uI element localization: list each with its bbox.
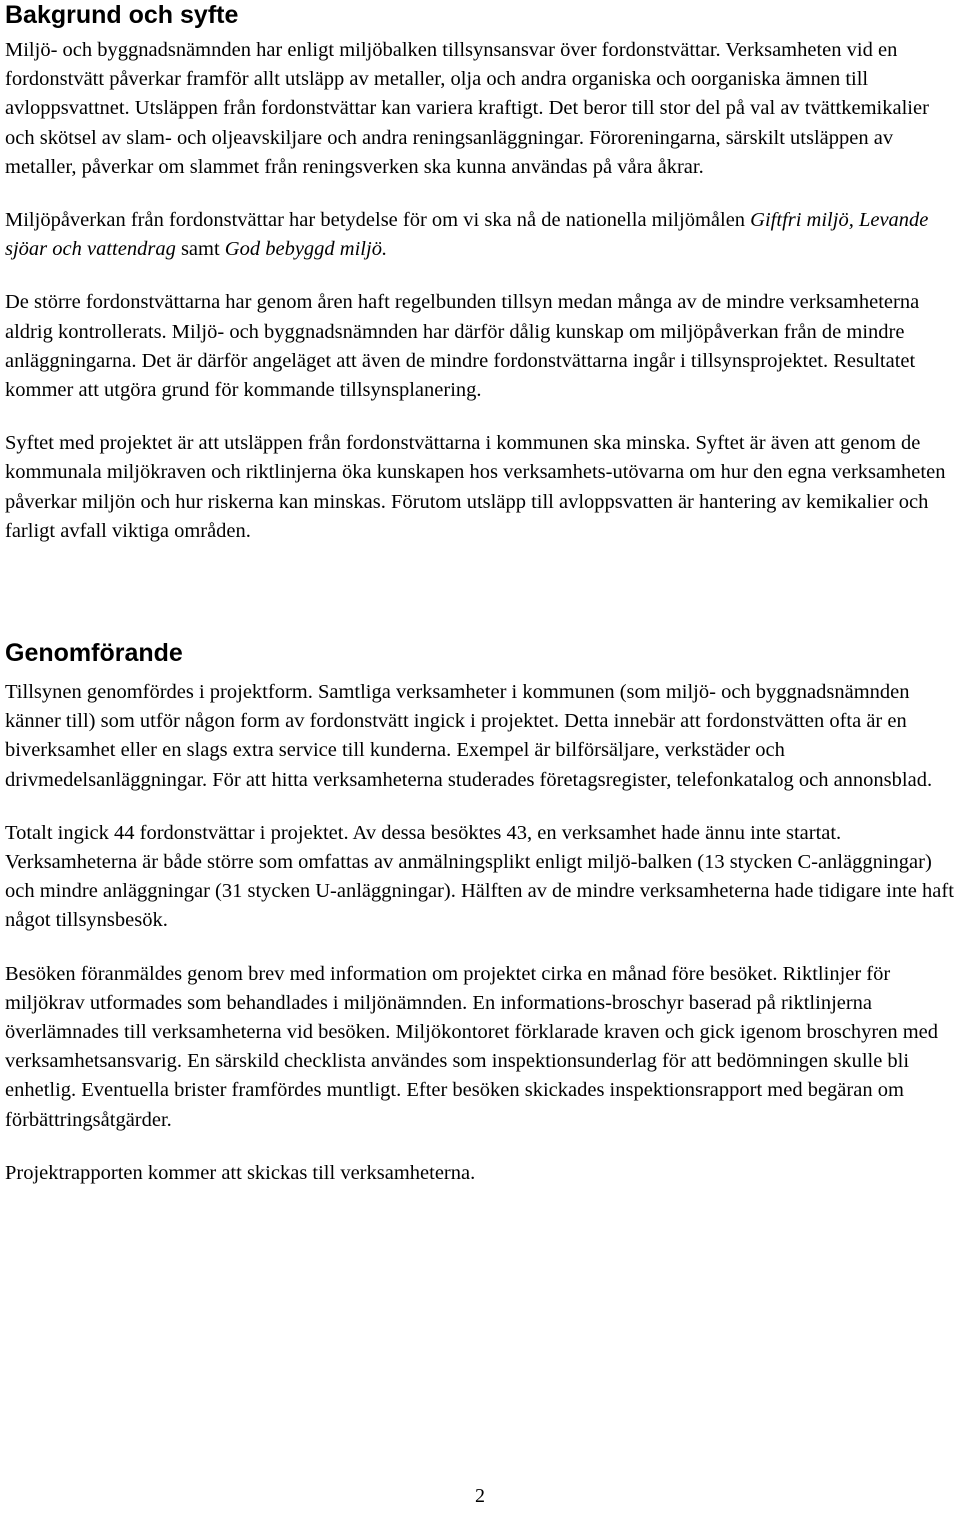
paragraph-totalt: Totalt ingick 44 fordonstvättar i projektet. Av dessa besöktes 43, en verksamhet hade ännu inte startat. Verksamheterna är både större som omfattas av anmälningsplikt enligt miljö-balken (13 stycken C-anläggningar) och mindre anläggningar (31 stycken U-anläggningar). Hälften av de mindre verksamheterna hade tidigare inte haft något tillsynsbesök. <box>5 821 954 932</box>
page-number: 2 <box>475 1485 485 1507</box>
miljomal-names: Giftfri miljö, Levande sjöar och vattendrag <box>5 209 929 261</box>
paragraph-miljomal: Miljöpåverkan från fordonstvättar har betydelse för om vi ska nå de nationella miljömålen Giftfri miljö, Levande sjöar och vattendrag samt God bebyggd miljö. <box>5 209 929 261</box>
paragraph-besoken: Besöken föranmäldes genom brev med information om projektet cirka en månad före besöket. Riktlinjer för miljökrav utformades som behandlades i miljönämnden. En informations-broschyr baserad på riktlinjerna överlämnades till verksamheterna vid besöken. Miljökontoret förklarade kraven och gick igenom broschyren med verksamhetsansvarig. En särskild checklista användes som inspektionsunderlag för att bedömningen skulle bli enhetlig. Eventuella brister framfördes muntligt. Efter besöken skickades inspektionsrapport med begäran om förbättringsåtgärder. <box>5 962 939 1131</box>
section-heading-bakgrund: Bakgrund och syfte <box>5 1 239 29</box>
paragraph-tillsynsansvar: Miljö- och byggnadsnämnden har enligt miljöbalken tillsynsansvar över fordonstvättar. Verksamheten vid en fordonstvätt påverkar framför allt utsläpp av metaller, olja och andra organiska och oorganiska ämnen till avloppsvattnet. Utsläppen från fordonstvättar kan variera kraftigt. Det beror till stor del på val av tvättkemikalier och skötsel av slam- och oljeavskiljare och andra reningsanläggningar. Föroreningarna, särskilt utsläppen av metaller, påverkar om slammet från reningsverken ska kunna användas på våra åkrar. <box>5 39 929 178</box>
paragraph-projektform: Tillsynen genomfördes i projektform. Samtliga verksamheter i kommunen (som miljö- och byggnadsnämnden känner till) som utför någon form av fordonstvätt ingick i projektet. Detta innebär att fordonstvätten ofta är en biverksamhet eller en slags extra service till kunderna. Exempel är bilförsäljare, verkstäder och drivmedelsanläggningar. För att hitta verksamheterna studerades företagsregister, telefonkatalog och annonsblad. <box>5 681 933 791</box>
paragraph-syfte: Syftet med projektet är att utsläppen från fordonstvättarna i kommunen ska minska. Syftet är även att genom de kommunala miljökraven och riktlinjerna öka kunskapen hos verksamhets-utövarna om hur den egna verksamheten påverkar miljön och hur riskerna kan minskas. Förutom utsläpp till avloppsvatten är hantering av kemikalier och farligt avfall viktiga områden. <box>5 432 946 542</box>
paragraph-storre-fordonstvattar: De större fordonstvättarna har genom åren haft regelbunden tillsyn medan många av de mindre verksamheterna aldrig kontrollerats. Miljö- och byggnadsnämnden har därför dålig kunskap om miljöpåverkan från de mindre anläggningarna. Det är därför angeläget att även de mindre fordonstvättarna ingår i tillsynsprojektet. Resultatet kommer att utgöra grund för kommande tillsynsplanering. <box>5 291 920 402</box>
paragraph-projektrapport: Projektrapporten kommer att skickas till verksamheterna. <box>5 1161 476 1184</box>
document-page <box>5 0 955 1188</box>
section-heading-genomforande: Genomförande <box>5 639 183 668</box>
miljomal-name-bebyggd: God bebyggd miljö. <box>224 238 388 261</box>
